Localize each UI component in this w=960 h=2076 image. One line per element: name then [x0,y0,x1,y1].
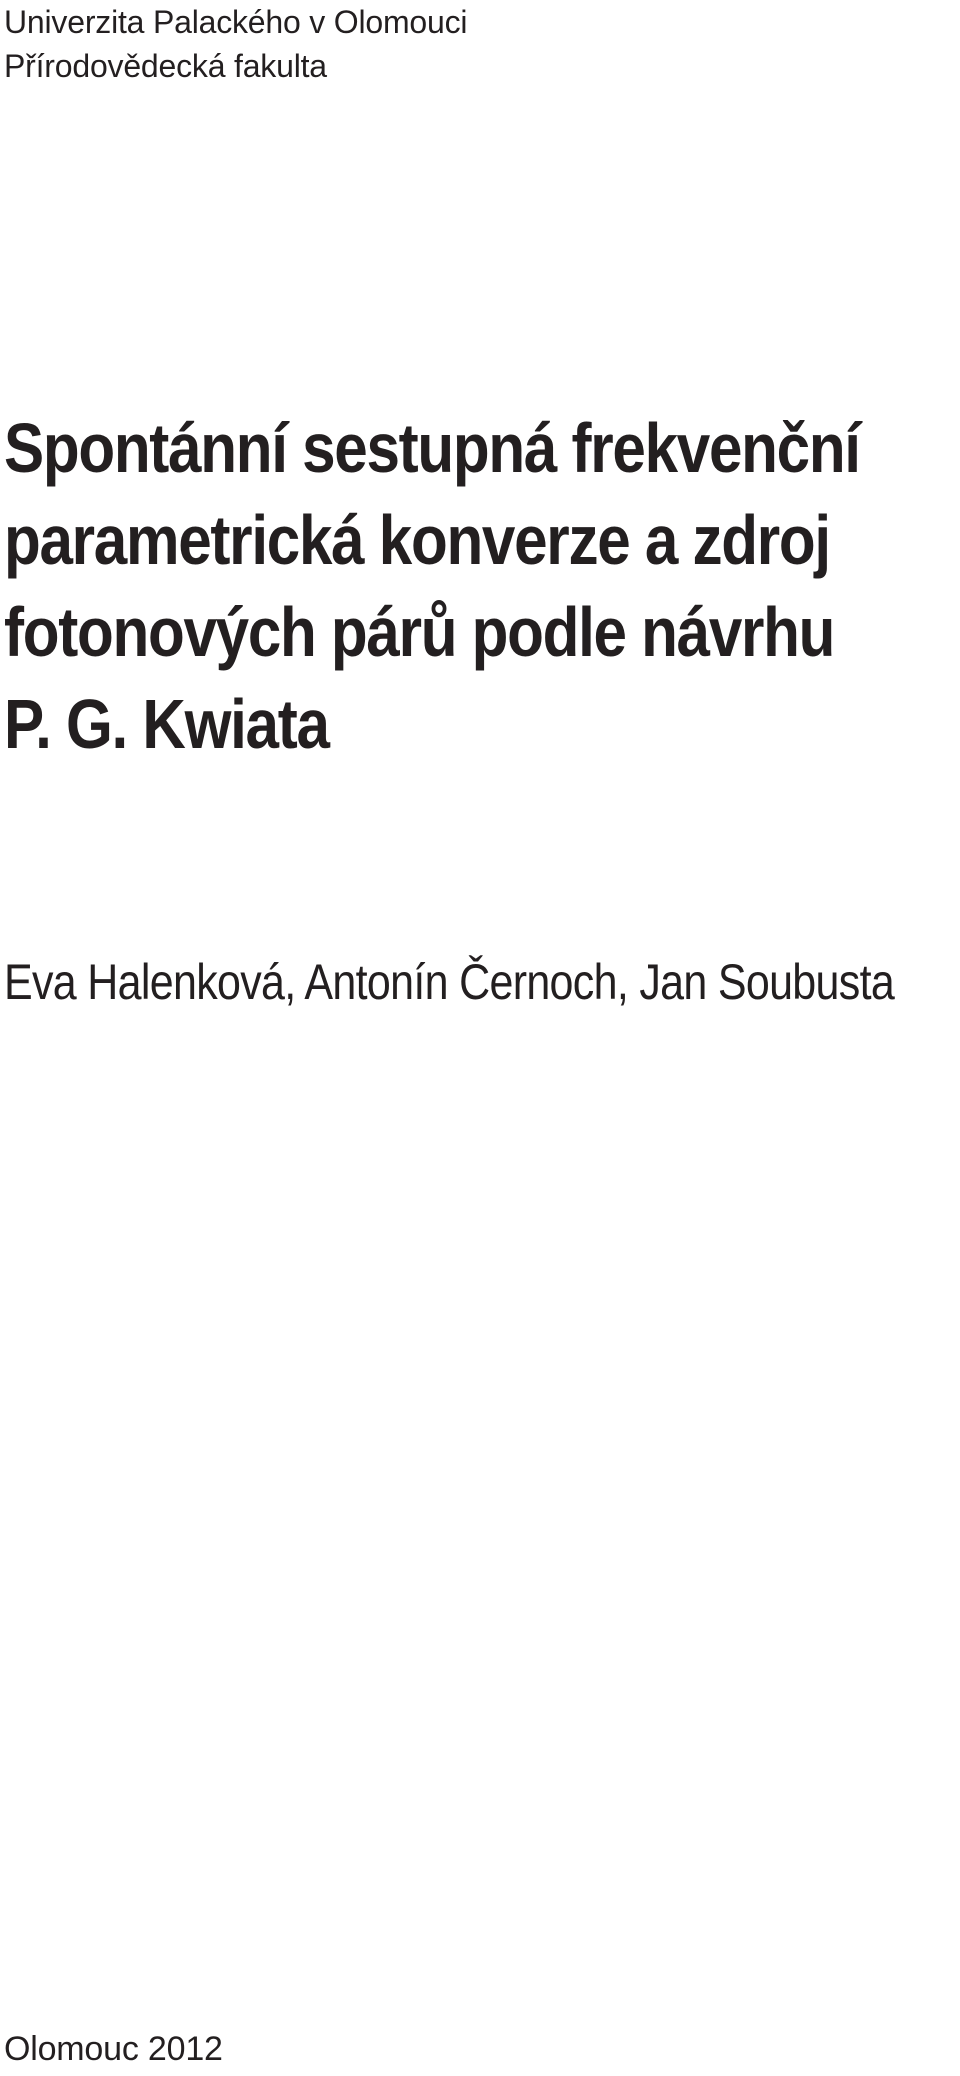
place-and-year: Olomouc 2012 [4,2030,223,2068]
university-name: Univerzita Palackého v Olomouci [4,4,468,40]
title-line: parametrická konverze a zdroj [4,501,830,579]
title-line: P. G. Kwiata [4,685,329,763]
faculty-name: Přírodovědecká fakulta [4,48,327,84]
title-line: fotonových párů podle návrhu [4,593,835,671]
title-line: Spontánní sestupná frekvenční [4,409,860,487]
institution-header [4,0,467,88]
document-title [4,402,860,770]
author-list: Eva Halenková, Antonín Černoch, Jan Soubusta [4,954,895,1010]
